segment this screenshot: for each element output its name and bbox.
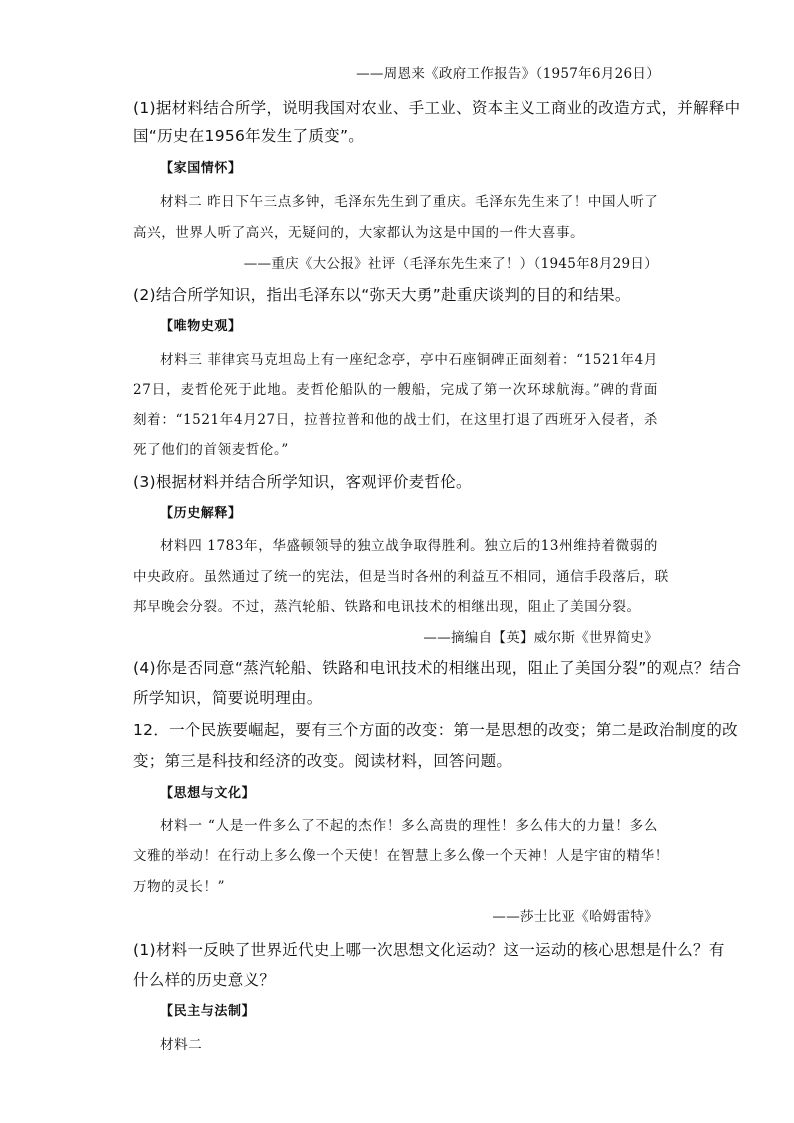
question-4-line-1: (4)你是否同意“蒸汽轮船、铁路和电讯技术的相继出现，阻止了美国分裂”的观点？结合 <box>133 659 742 677</box>
question-2: (2)结合所学知识，指出毛泽东以“弥天大勇”赴重庆谈判的目的和结果。 <box>133 286 631 304</box>
question-4-line-2: 所学知识，简要说明理由。 <box>133 689 323 707</box>
heading-lishi-jieshi: 【历史解释】 <box>160 506 242 521</box>
question-12-1-line-2: 什么样的历史意义？ <box>133 971 276 989</box>
source-dagongbao: ——重庆《大公报》社评（毛泽东先生来了！）（1945年8月29日） <box>243 256 658 272</box>
material-12-1-line-1: 材料一 “人是一件多么了不起的杰作！多么高贵的理性！多么伟大的力量！多么 <box>160 818 658 834</box>
material-3-line-2: 27日，麦哲伦死于此地。麦哲伦船队的一艘船，完成了第一次环球航海。”碑的背面 <box>133 382 658 398</box>
material-3-line-1: 材料三 菲律宾马克坦岛上有一座纪念亭，亭中石座铜碑正面刻着：“1521年4月 <box>160 352 658 368</box>
material-2-line-2: 高兴，世界人听了高兴，无疑问的，大家都认为这是中国的一件大喜事。 <box>133 225 585 241</box>
material-4-line-3: 邦早晚会分裂。不过，蒸汽轮船、铁路和电讯技术的相继出现，阻止了美国分裂。 <box>133 599 641 615</box>
heading-minzhu-fazhi: 【民主与法制】 <box>160 1004 256 1019</box>
material-3-line-3: 刻着：“1521年4月27日，拉普拉普和他的战士们，在这里打退了西班牙入侵者，杀 <box>133 412 658 428</box>
question-1-line-2: 国“历史在1956年发生了质变”。 <box>133 127 365 145</box>
question-1-line-1: (1)据材料结合所学，说明我国对农业、手工业、资本主义工商业的改造方式，并解释中 <box>133 99 741 117</box>
heading-jiaguo-qinghuai: 【家国情怀】 <box>160 161 242 176</box>
material-4-line-1: 材料四 1783年，华盛顿领导的独立战争取得胜利。独立后的13州维持着微弱的 <box>160 538 658 554</box>
heading-weiwu-shiguan: 【唯物史观】 <box>160 319 242 334</box>
material-2-line-1: 材料二 昨日下午三点多钟，毛泽东先生到了重庆。毛泽东先生来了！中国人听了 <box>160 194 659 210</box>
material-3-line-4: 死了他们的首领麦哲伦。” <box>133 442 289 458</box>
source-zhou-enlai: ——周恩来《政府工作报告》（1957年6月26日） <box>356 66 660 82</box>
question-12-line-2: 变；第三是科技和经济的改变。阅读材料，回答问题。 <box>133 752 513 770</box>
source-wells: ——摘编自【英】威尔斯《世界简史》 <box>423 630 658 646</box>
question-12-1-line-1: (1)材料一反映了世界近代史上哪一次思想文化运动？这一运动的核心思想是什么？有 <box>133 941 725 959</box>
source-shakespeare: ——莎士比亚《哈姆雷特》 <box>492 909 658 925</box>
question-3: (3)根据材料并结合所学知识，客观评价麦哲伦。 <box>133 473 472 491</box>
question-12-line-1: 12．一个民族要崛起，要有三个方面的改变：第一是思想的改变；第二是政治制度的改 <box>133 721 738 739</box>
material-4-line-2: 中央政府。虽然通过了统一的宪法，但是当时各州的利益互不相同，通信手段落后，联 <box>133 569 669 585</box>
heading-sixiang-wenhua: 【思想与文化】 <box>160 786 256 801</box>
material-12-1-line-2: 文雅的举动！在行动上多么像一个天使！在智慧上多么像一个天神！人是宇宙的精华！ <box>133 848 669 864</box>
material-12-1-line-3: 万物的灵长！” <box>133 879 226 895</box>
material-12-2-label: 材料二 <box>160 1037 203 1053</box>
